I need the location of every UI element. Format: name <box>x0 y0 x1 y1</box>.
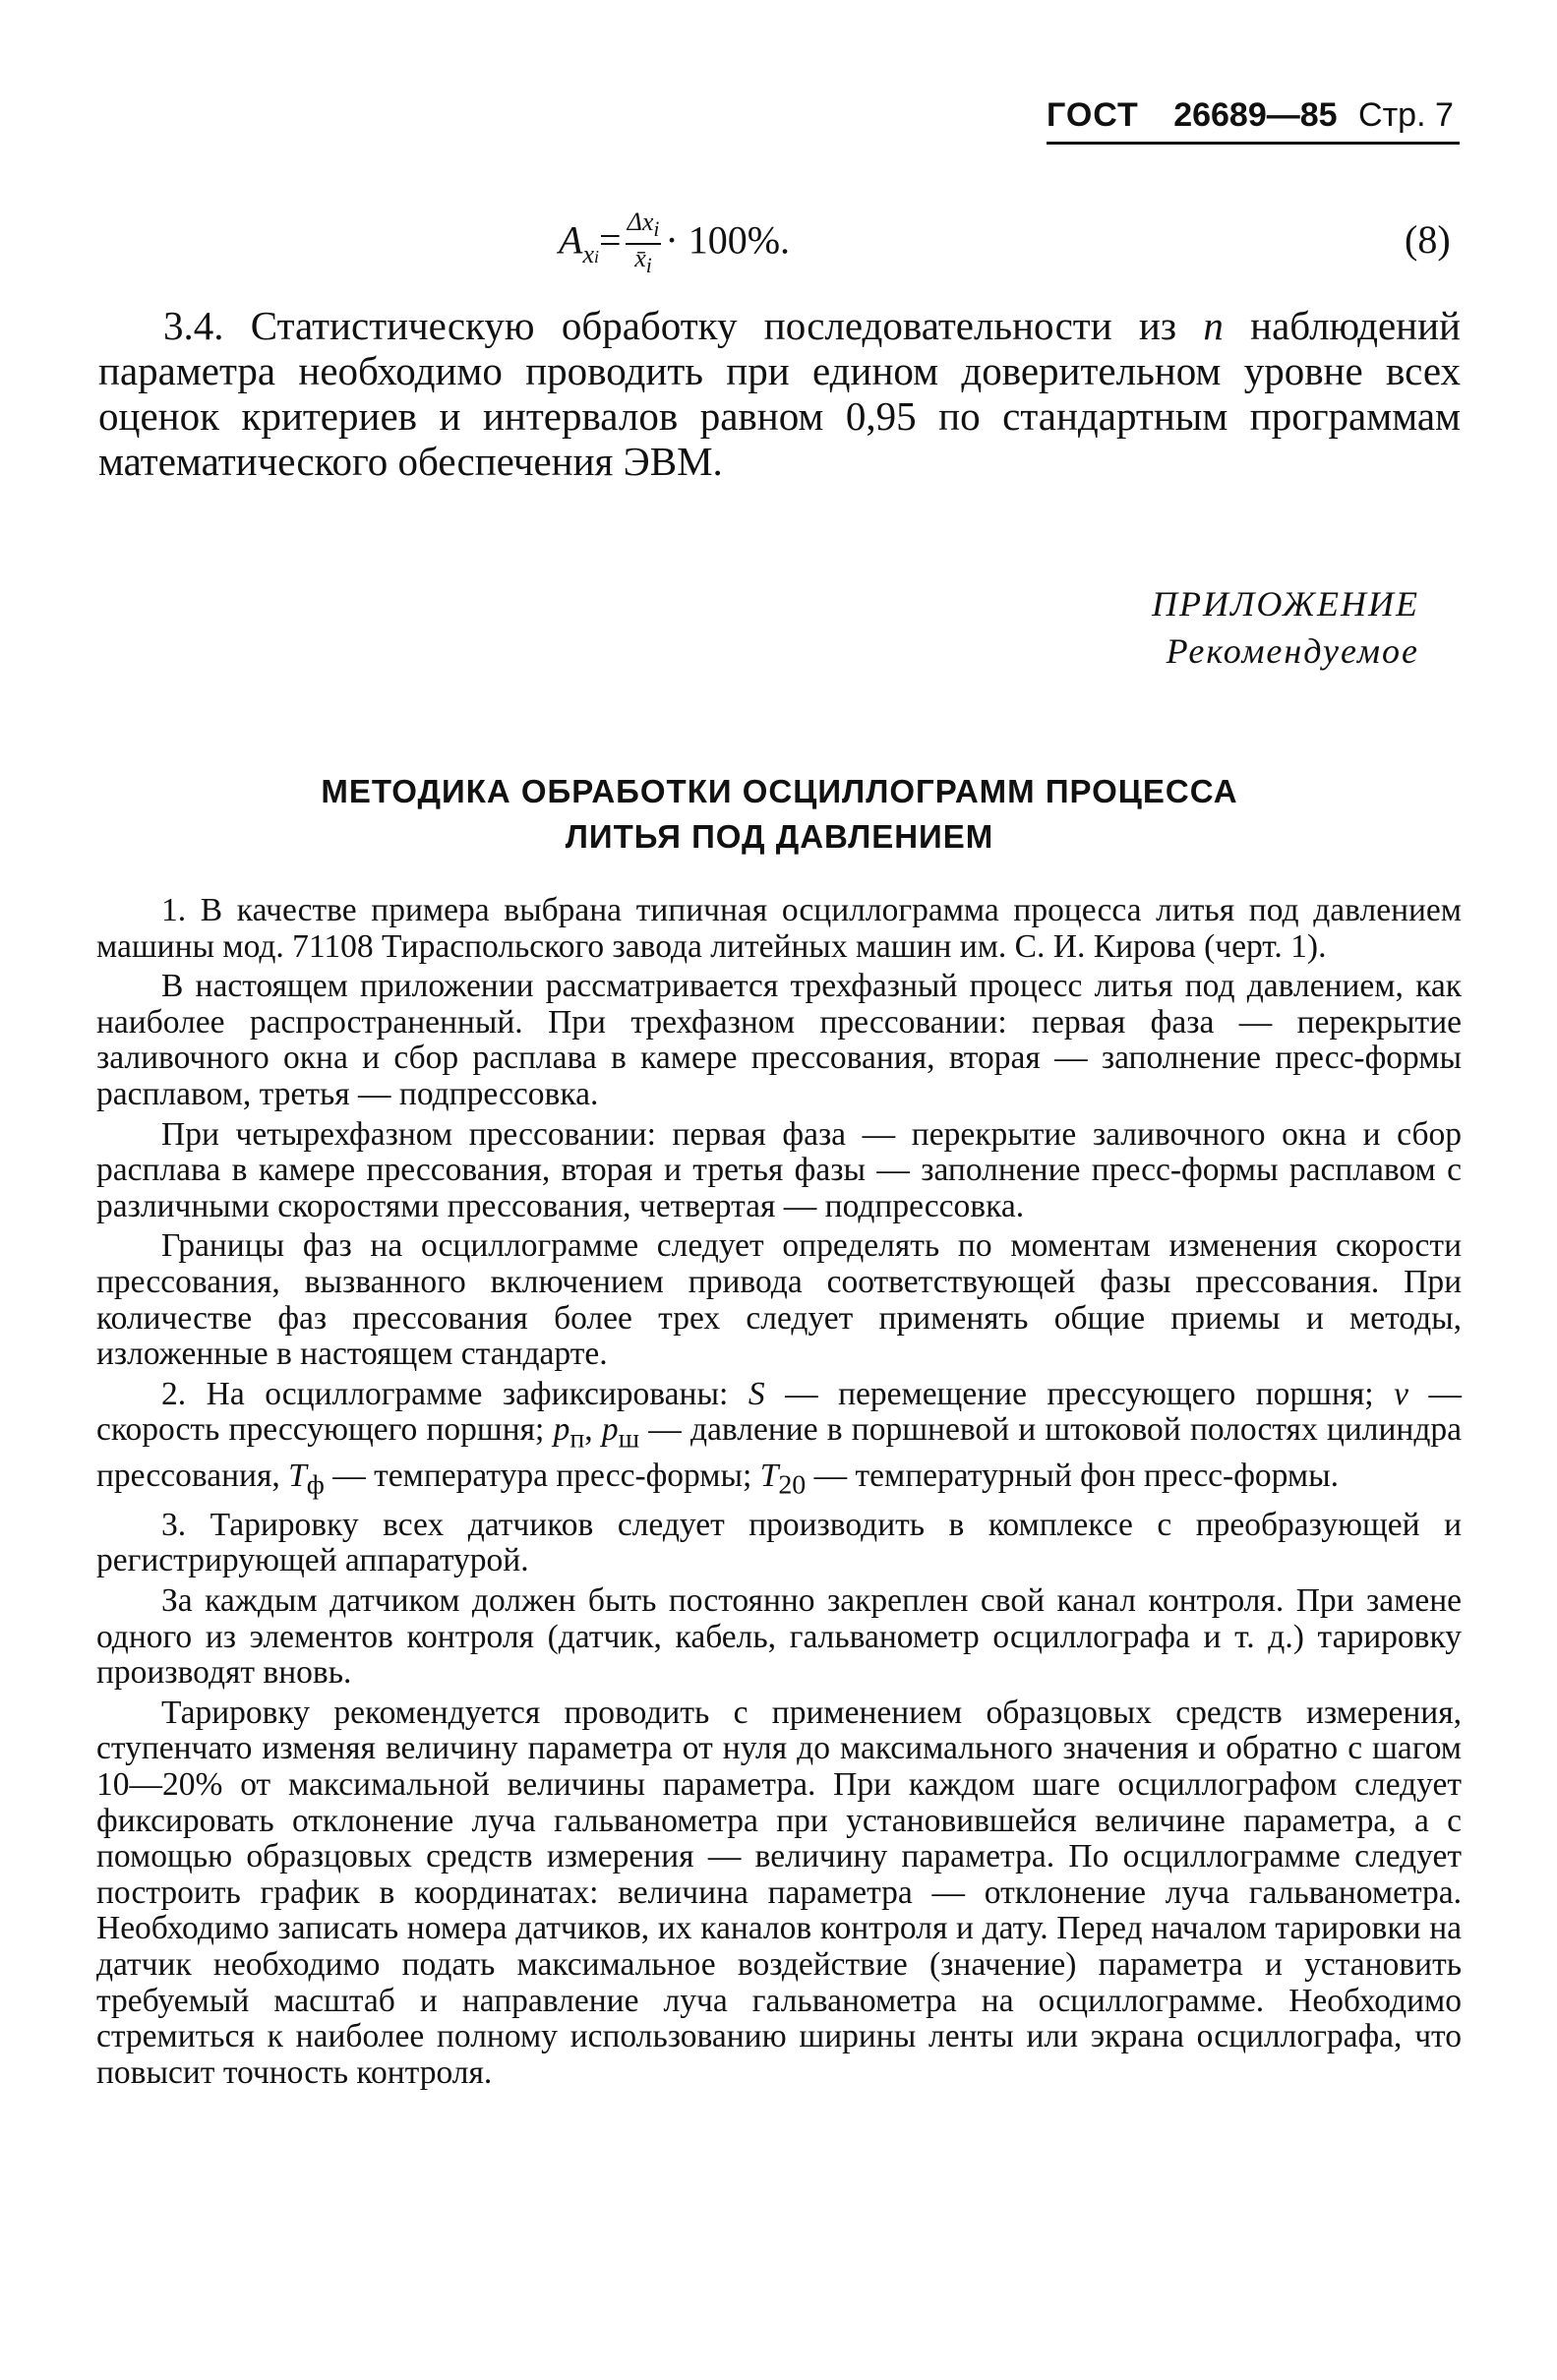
equation-number: (8) <box>1405 217 1451 262</box>
body-text <box>96 893 1462 2095</box>
section-3-4: 3.4. Статистическую обработку последовательности из n наблюдений параметра необходимо проводить при едином доверительном уровне всех оценок критериев и интервалов равном 0,95 по стандартным программам математического обеспечения ЭВМ. <box>98 303 1461 484</box>
paragraph: 1. В качестве примера выбрана типичная осциллограмма процесса литья под давлением машины мод. 71108 Тираспольского завода литейных машин им. С. И. Кирова (черт. 1). <box>96 892 1462 965</box>
page-header <box>1047 96 1460 145</box>
paragraph: 2. На осциллограмме зафиксированы: S — перемещение прессующего поршня; v — скорость прессующего поршня; $p_п$, $p_ш$ — давление в поршневой и штоковой полостях цилиндра прессования, $T_ф$ — температура пресс-формы; $T_{20}$ — температурный фон пресс-формы. <box>96 1375 1463 1501</box>
formula-8: $A_{xi}=$ $\frac{\Delta x_i}{x̄_i}$ · 100%. <box>559 208 791 278</box>
document-title: МЕТОДИКА ОБРАБОТКИ ОСЦИЛЛОГРАММ ПРОЦЕССА ЛИТЬЯ ПОД ДАВЛЕНИЕМ <box>321 773 1238 855</box>
appendix-title: ПРИЛОЖЕНИЕ <box>1152 584 1419 624</box>
paragraph: В настоящем приложении рассматривается трехфазный процесс литья под давлением, как наиболее распространенный. При трехфазном прессовании: первая фаза — перекрытие заливочного окна и сбор расплава в камере прессования, вторая — заполнение пресс-формы расплавом, третья — подпрессовка. <box>96 968 1462 1112</box>
page-number: Стр. 7 <box>1358 96 1454 134</box>
appendix-label <box>1152 580 1419 675</box>
appendix-status: Рекомендуемое <box>1166 631 1419 671</box>
paragraph: За каждым датчиком должен быть постоянно закреплен свой канал контроля. При замене одного из элементов контроля (датчик, кабель, гальванометр осциллографа и т. д.) тарировку производят вновь. <box>96 1582 1462 1692</box>
formula-fraction: $\frac{\Delta x_i}{x̄_i}$ <box>627 208 660 278</box>
paragraph: Тарировку рекомендуется проводить с применением образцовых средств измерения, ступенчато изменяя величину параметра от нуля до максимального значения и обратно с шагом 10—20% от максимальной величины параметра. При каждом шаге осциллографом следует фиксировать отклонение луча гальванометра при установившейся величине параметра, а с помощью образцовых средств измерения — величину параметра. По осциллограмме следует построить график в координатах: величина параметра — отклонение луча гальванометра. Необходимо записать номера датчиков, их каналов контроля и дату. Перед началом тарировки на датчик необходимо подать максимальное воздействие (значение) параметра и установить требуемый масштаб и направление луча гальванометра на осциллограмме. Необходимо стремиться к наиболее полному использованию ширины ленты или экрана осциллографа, что повысит точность контроля. <box>96 1694 1462 2091</box>
standard-number: 26689—85 <box>1173 96 1338 134</box>
paragraph: 3. Тарировку всех датчиков следует производить в комплексе с преобразующей и регистрирующей аппаратурой. <box>96 1506 1462 1579</box>
paragraph: При четырехфазном прессовании: первая фаза — перекрытие заливочного окна и сбор расплава в камере прессования, вторая и третья фазы — заполнение пресс-формы расплавом с различными скоростями прессования, четвертая — подпрессовка. <box>96 1115 1462 1224</box>
standard-label: ГОСТ <box>1047 96 1139 134</box>
paragraph: Границы фаз на осциллограмме следует определять по моментам изменения скорости прессования, вызванного включением привода соответствующей фазы прессования. При количестве фаз прессования более трех следует применять общие приемы и методы, изложенные в настоящем стандарте. <box>96 1227 1462 1373</box>
